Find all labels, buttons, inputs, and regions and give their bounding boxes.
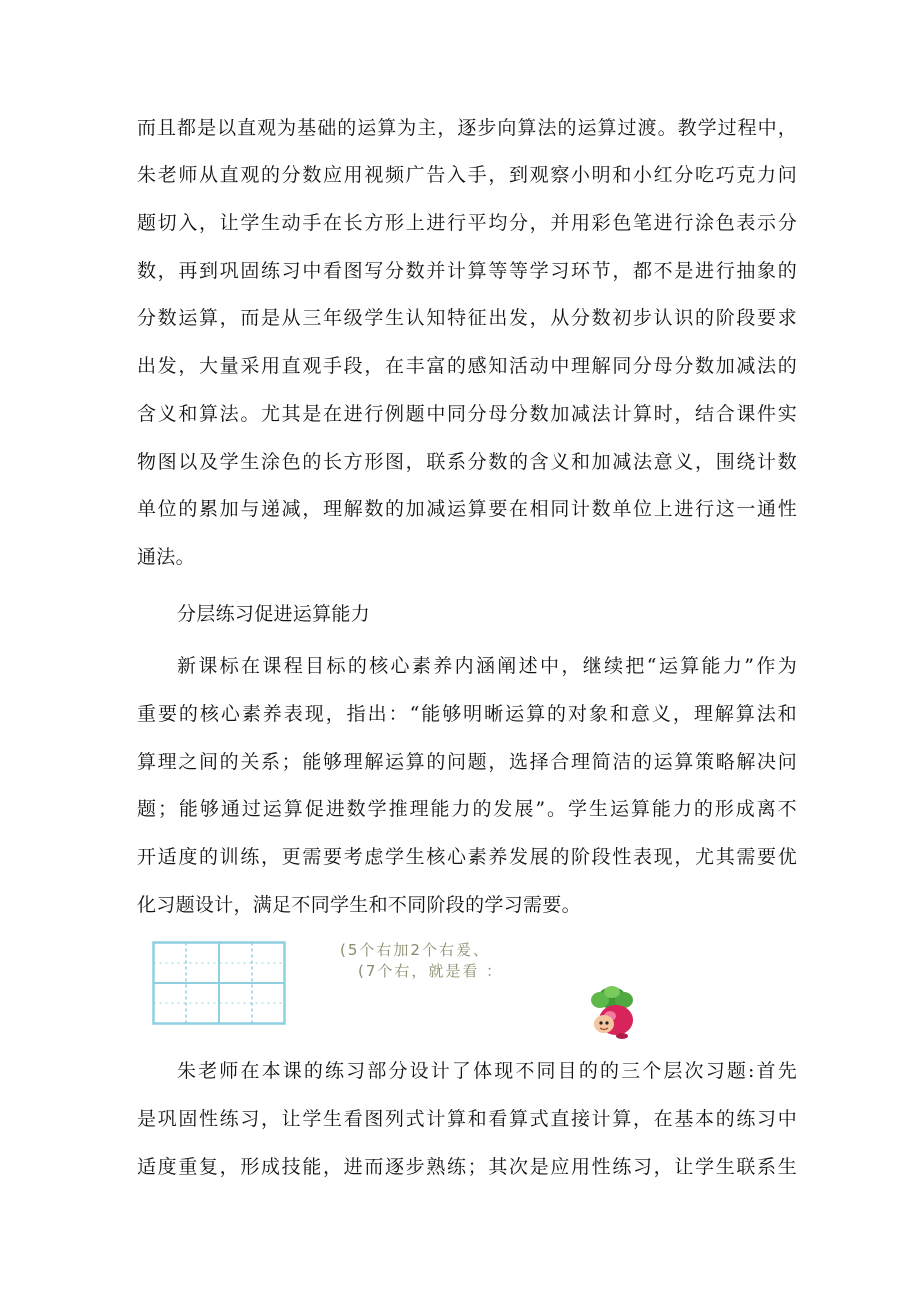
paragraph-3-line: 适度重复，形成技能，进而逐步熟练；其次是应用性练习，让学生联系生 — [137, 1156, 797, 1178]
grid-svg — [152, 941, 286, 1025]
paragraph-1-line: 物图以及学生涂色的长方形图，联系分数的含义和加减法意义，围绕计数 — [137, 451, 797, 473]
paragraph-3-line: 朱老师在本课的练习部分设计了体现不同目的的三个层次习题:首先 — [177, 1060, 797, 1082]
paragraph-1-line: 单位的累加与递减，理解数的加减运算要在相同计数单位上进行这一通性 — [137, 498, 797, 520]
rectangle-grid-figure — [152, 941, 286, 1025]
section-heading: 分层练习促进运算能力 — [177, 603, 371, 625]
paragraph-1-line: 分数运算，而是从三年级学生认知特征出发，从分数初步认识的阶段要求 — [137, 307, 797, 329]
figure-caption-line: (5个右加2个右爰、 — [340, 941, 490, 959]
paragraph-2-line: 算理之间的关系；能够理解运算的问题，选择合理简洁的运算策略解决问 — [137, 751, 797, 773]
paragraph-2-line: 新课标在课程目标的核心素养内涵阐述中，继续把“运算能力”作为 — [177, 655, 797, 677]
paragraph-2-line: 开适度的训练，更需要考虑学生核心素养发展的阶段性表现，尤其需要优 — [137, 846, 797, 868]
paragraph-2-line: 重要的核心素养表现，指出：“能够明晰运算的对象和意义，理解算法和 — [137, 703, 797, 725]
paragraph-1-line: 朱老师从直观的分数应用视频广告入手，到观察小明和小红分吃巧克力问 — [137, 164, 797, 186]
paragraph-1-line: 而且都是以直观为基础的运算为主，逐步向算法的运算过渡。教学过程中， — [137, 117, 797, 139]
paragraph-1-line: 通法。 — [137, 546, 195, 568]
paragraph-3-line: 是巩固性练习，让学生看图列式计算和看算式直接计算，在基本的练习中 — [137, 1108, 797, 1130]
paragraph-1-line: 题切入，让学生动手在长方形上进行平均分，并用彩色笔进行涂色表示分 — [137, 212, 797, 234]
paragraph-1-line: 数，再到巩固练习中看图写分数并计算等等学习环节，都不是进行抽象的 — [137, 260, 797, 282]
paragraph-1-line: 含义和算法。尤其是在进行例题中同分母分数加减法计算时，结合课件实 — [137, 403, 797, 425]
figure-caption-line: (7个右，就是看 ： — [358, 962, 504, 980]
paragraph-2-line: 题；能够通过运算促进数学推理能力的发展”。学生运算能力的形成离不 — [137, 798, 797, 820]
radish-mascot-icon — [582, 984, 644, 1040]
paragraph-2-line: 化习题设计，满足不同学生和不同阶段的学习需要。 — [137, 894, 581, 916]
paragraph-1-line: 出发，大量采用直观手段，在丰富的感知活动中理解同分母分数加减法的 — [137, 355, 797, 377]
